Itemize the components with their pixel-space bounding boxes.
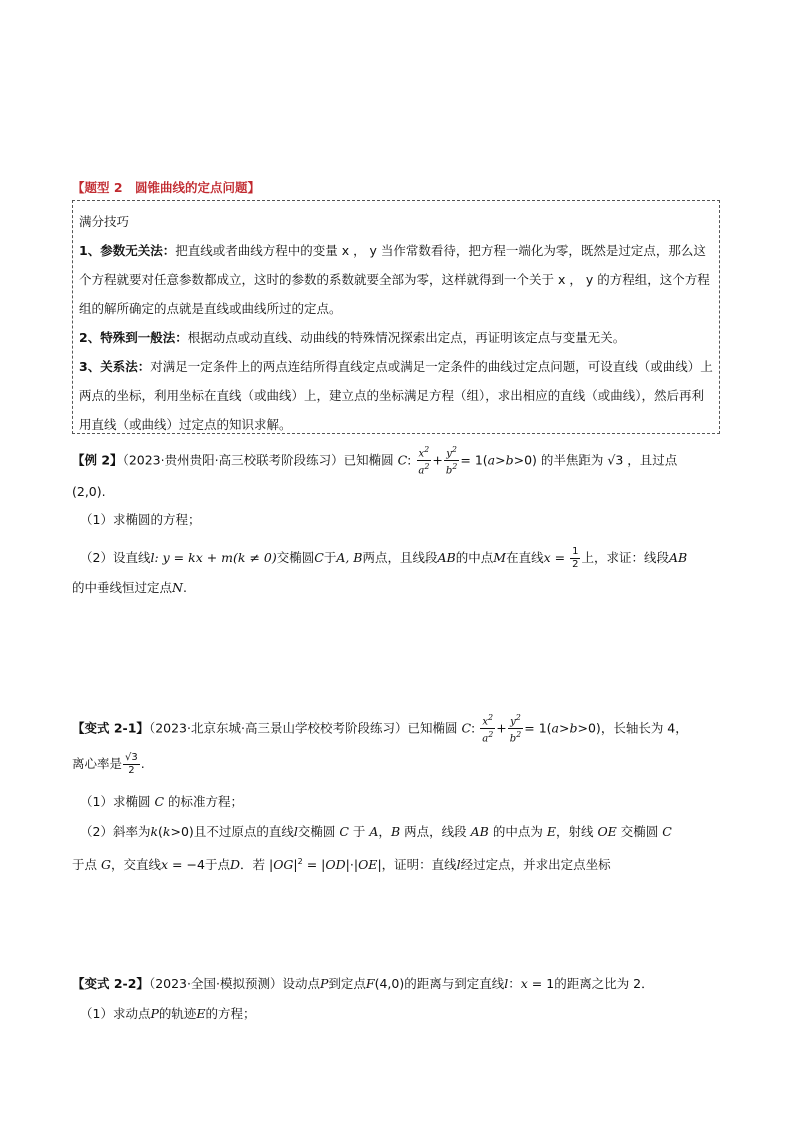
example2-q1: （1）求椭圆的方程； bbox=[80, 512, 201, 527]
section-title: 【题型 2 圆锥曲线的定点问题】 bbox=[72, 180, 261, 195]
variant2-stem: 【变式 2-2】（2023·全国·模拟预测）设动点P到定点F(4,0)的距离与到定直线l：x = 1的距离之比为 2． bbox=[72, 976, 654, 991]
variant1-stem: 【变式 2-1】（2023·北京东城·高三景山学校校考阶段练习）已知椭圆 C: $\frac{x^2}{a^2}$ + $\frac{y^2}{b^2}$ = 1(a>b>0)，长轴长为 4， bbox=[72, 713, 688, 745]
variant1-q2: （2）斜率为k(k>0)且不过原点的直线l交椭圆 C 于 A，B 两点，线段 AB 的中点为 E，射线 OE 交椭圆 C bbox=[80, 824, 672, 839]
example2-point: (2,0). bbox=[72, 484, 106, 499]
skills-box bbox=[72, 200, 720, 434]
example2-q2: （2）设直线l: y = kx + m(k ≠ 0)交椭圆C于A, B两点，且线段AB的中点M在直线x = $\frac{1}{2}$ 上，求证：线段AB bbox=[80, 546, 688, 570]
variant1-q1: （1）求椭圆 C 的标准方程； bbox=[80, 794, 244, 809]
variant1-ecc: 离心率是 $\frac{√3}{2}$ . bbox=[72, 752, 145, 776]
example2-q2-cont: 的中垂线恒过定点N. bbox=[72, 580, 187, 595]
example2-stem: 【例 2】（2023·贵州贵阳·高三校联考阶段练习）已知椭圆 C: $\frac{x^2}{a^2}$ + $\frac{y^2}{b^2}$ = 1(a>b>0) 的半焦距为 √3 ，且过点 bbox=[72, 445, 678, 477]
skill-item-3: 3、关系法：对满足一定条件上的两点连结所得直线定点或满足一定条件的曲线过定点问题，可设直线（或曲线）上两点的坐标，利用坐标在直线（或曲线）上，建立点的坐标满足方程（组），求出相应的直线（或曲线），然后再利用直线（或曲线）过定点的知识求解。 bbox=[79, 359, 713, 432]
skill-item-1: 1、参数无关法：把直线或者曲线方程中的变量 x ， y 当作常数看待，把方程一端化为零，既然是过定点，那么这个方程就要对任意参数都成立，这时的参数的系数就要全部为零，这样就得到一个关于 x ， y 的方程组，这个方程组的解所确定的点就是直线或曲线所过的定点。 bbox=[79, 243, 710, 316]
skills-heading: 满分技巧 bbox=[79, 214, 130, 229]
variant2-q1: （1）求动点P的轨迹E的方程； bbox=[80, 1006, 256, 1021]
skill-item-2: 2、特殊到一般法：根据动点或动直线、动曲线的特殊情况探索出定点，再证明该定点与变量无关。 bbox=[79, 330, 626, 345]
variant1-q2-cont: 于点 G，交直线x = −4于点D．若 $|OG|^2 = |OD|\cdot|OE|$，证明：直线l经过定点，并求出定点坐标 bbox=[72, 857, 611, 873]
